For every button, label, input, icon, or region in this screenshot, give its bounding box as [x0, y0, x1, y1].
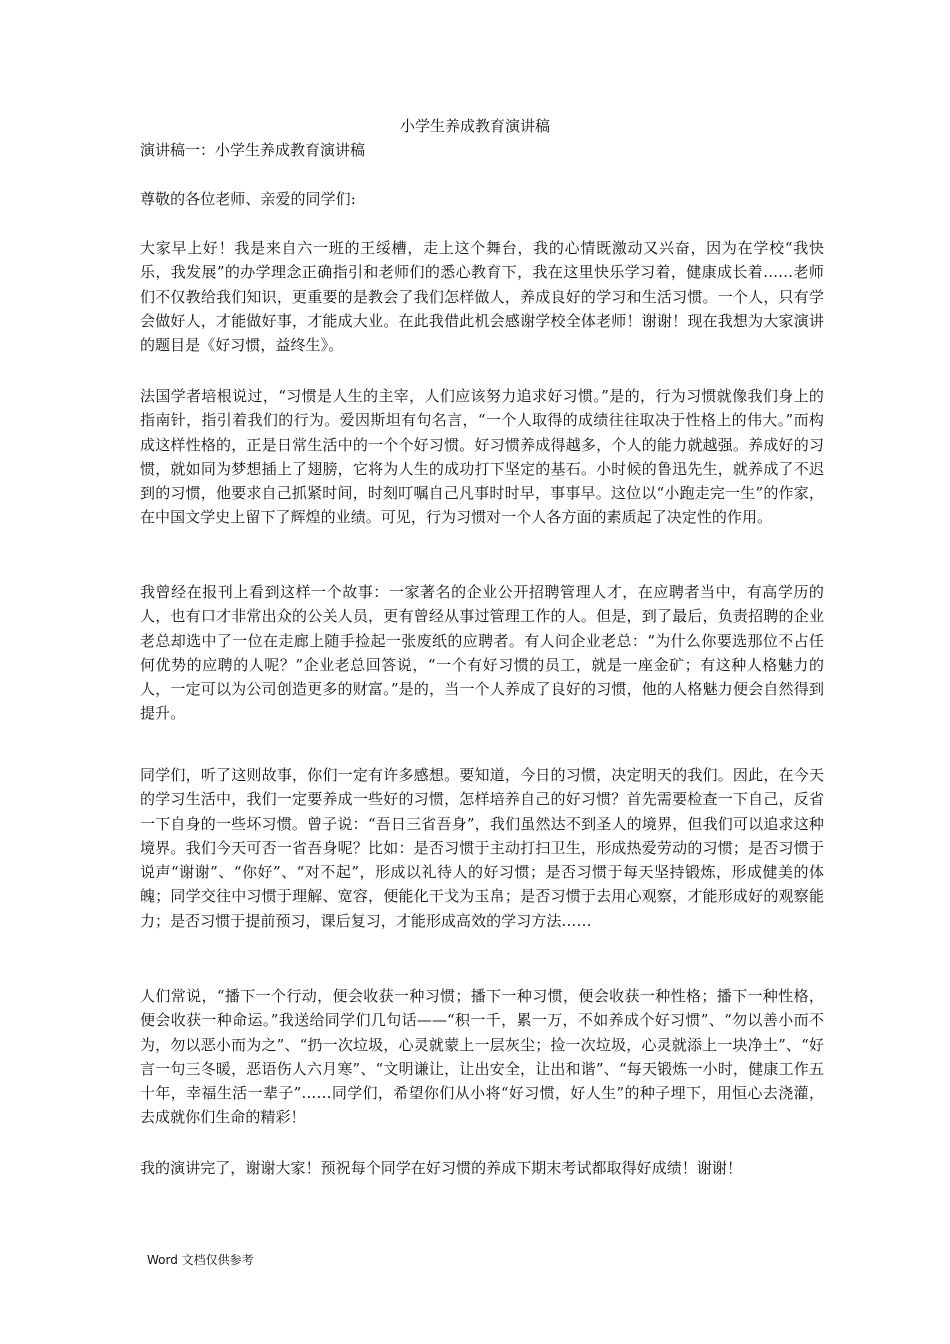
closing-paragraph: 我的演讲完了，谢谢大家！预祝每个同学在好习惯的养成下期末考试都取得好成绩！谢谢！ — [140, 1159, 743, 1177]
document-title: 小学生养成教育演讲稿 — [399, 117, 550, 135]
reflection-paragraph: 同学们，听了这则故事，你们一定有许多感想。要知道，今日的习惯，决定明天的我们。因此，在今天的学习生活中，我们一定要养成一些好的习惯，怎样培养自己的好习惯？首先需要检查一下自己，反省一下自身的一些坏习惯。曾子说：“吾日三省吾身”，我们虽然达不到圣人的境界，但我们可以追求这种境界。我们今天可否一省吾身呢？比如：是否习惯于主动打扫卫生，形成热爱劳动的习惯；是否习惯于说声“谢谢”、“你好”、“对不起”，形成以礼待人的好习惯；是否习惯于每天坚持锻炼，形成健美的体魄；同学交往中习惯于理解、宽容，便能化干戈为玉帛；是否习惯于去用心观察，才能形成好的观察能力；是否习惯于提前预习，课后复习，才能形成高效的学习方法…… — [140, 766, 824, 930]
greeting-paragraph: 尊敬的各位老师、亲爱的同学们: — [140, 190, 356, 208]
intro-paragraph: 大家早上好！我是来自六一班的王绥槽，走上这个舞台，我的心情既激动又兴奋，因为在学校“我快乐，我发展”的办学理念正确指引和老师们的悉心教育下，我在这里快乐学习着，健康成长着……老师们不仅教给我们知识，更重要的是教会了我们怎样做人，养成良好的学习和生活习惯。一个人，只有学会做好人，才能做好事，才能成大业。在此我借此机会感谢学校全体老师！谢谢！现在我想为大家演讲的题目是《好习惯，益终生》。 — [140, 239, 824, 355]
footer-watermark: Word 文档仅供参考 — [147, 1253, 254, 1267]
bacon-quote-paragraph: 法国学者培根说过，“习惯是人生的主宰，人们应该努力追求好习惯。”是的，行为习惯就像我们身上的指南针，指引着我们的行为。爱因斯坦有句名言，“一个人取得的成绩往往取决于性格上的伟大。”而构成这样性格的，正是日常生活中的一个个好习惯。好习惯养成得越多，个人的能力就越强。养成好的习惯，就如同为梦想插上了翅膀，它将为人生的成功打下坚定的基石。小时候的鲁迅先生，就养成了不迟到的习惯，他要求自己抓紧时间，时刻叮嘱自己凡事时时早，事事早。这位以“小跑走完一生”的作家，在中国文学史上留下了辉煌的业绩。可见，行为习惯对一个人各方面的素质起了决定性的作用。 — [140, 387, 824, 527]
proverbs-paragraph: 人们常说，“播下一个行动，便会收获一种习惯；播下一种习惯，便会收获一种性格；播下一种性格，便会收获一种命运。”我送给同学们几句话——“积一千，累一万，不如养成个好习惯”、“勿以善小而不为，勿以恶小而为之”、“扔一次垃圾，心灵就蒙上一层灰尘；捡一次垃圾，心灵就添上一块净土”、“好言一句三冬暖，恶语伤人六月寒”、“文明谦让，让出安全，让出和谐”、“每天锻炼一小时，健康工作五十年，幸福生活一辈子”……同学们，希望你们从小将“好习惯，好人生”的种子埋下，用恒心去浇灌，去成就你们生命的精彩！ — [140, 987, 824, 1127]
document-subtitle: 演讲稿一：小学生养成教育演讲稿 — [140, 141, 366, 159]
story-paragraph: 我曾经在报刊上看到这样一个故事：一家著名的企业公开招聘管理人才，在应聘者当中，有高学历的人，也有口才非常出众的公关人员，更有曾经从事过管理工作的人。但是，到了最后，负责招聘的企业老总却选中了一位在走廊上随手捡起一张废纸的应聘者。有人问企业老总：“为什么你要选那位不占任何优势的应聘的人呢？”企业老总回答说，“一个有好习惯的员工，就是一座金矿；有这种人格魅力的人，一定可以为公司创造更多的财富。”是的，当一个人养成了良好的习惯，他的人格魅力便会自然得到提升。 — [140, 583, 824, 723]
